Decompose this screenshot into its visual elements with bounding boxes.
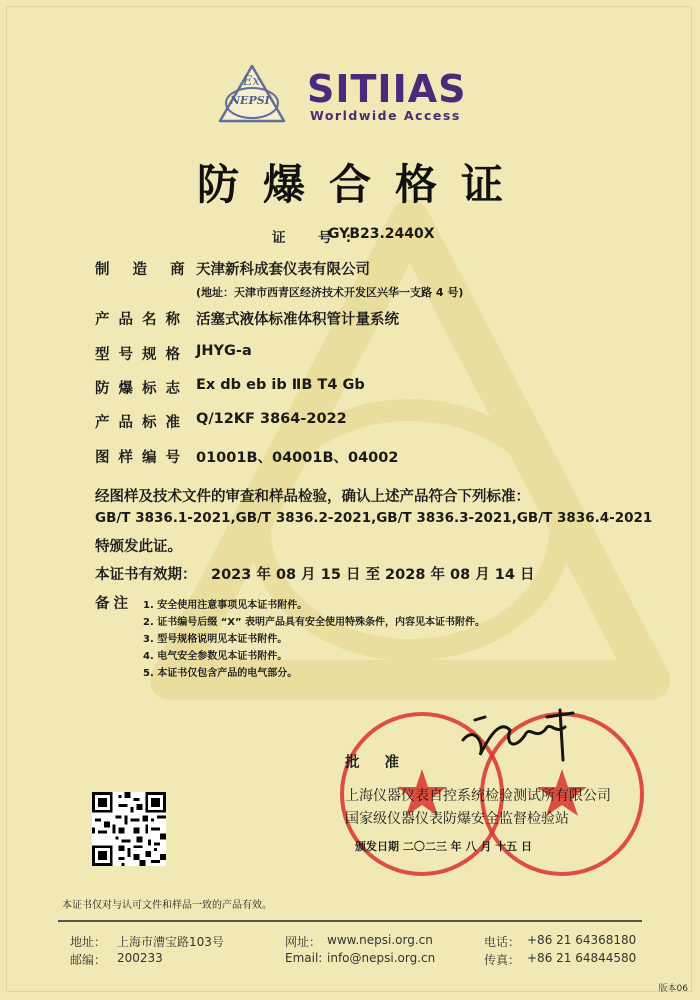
issuer-org-1: 上海仪器仪表自控系统检验测试所有限公司 — [345, 788, 611, 804]
page-title: 防爆合格证 — [196, 160, 527, 209]
note-item: 5. 本证书仅包含产品的电气部分。 — [143, 668, 298, 679]
footer-phone: +86 21 64368180 — [527, 933, 637, 947]
footer-fax-label: 传真： — [484, 953, 521, 967]
handwritten-signature — [455, 705, 585, 770]
validity-period: 2023 年 08 月 15 日 至 2028 年 08 月 14 日 — [211, 567, 535, 583]
cert-no-label: 证 号: — [272, 230, 366, 246]
field-label-product-name: 产品名称 — [95, 312, 189, 328]
notes-label: 备注 — [95, 596, 132, 612]
footer-website: www.nepsi.org.cn — [327, 933, 433, 947]
field-value-manufacturer: 天津新科成套仪表有限公司 — [196, 262, 370, 278]
field-label-standard: 产品标准 — [95, 415, 189, 431]
logo-ex-text: Ex — [243, 74, 260, 89]
footer-postcode: 200233 — [117, 951, 163, 965]
field-value-standard: Q/12KF 3864-2022 — [196, 411, 347, 427]
footer-phone-label: 电话： — [484, 935, 521, 949]
note-item: 3. 型号规格说明见本证书附件。 — [143, 634, 288, 645]
footer-website-label: 网址： — [285, 935, 322, 949]
qr-code — [92, 792, 166, 866]
field-label-model: 型号规格 — [95, 347, 189, 363]
note-item: 4. 电气安全参数见本证书附件。 — [143, 651, 288, 662]
footer-email-label: Email: — [285, 951, 323, 965]
footer-address-label: 地址： — [70, 935, 107, 949]
cert-no-value: GYB23.2440X — [328, 226, 435, 242]
version-label: 版本06 — [658, 984, 688, 994]
field-value-product-name: 活塞式液体标准体积管计量系统 — [196, 312, 399, 328]
field-label-ex-marking: 防爆标志 — [95, 381, 189, 397]
field-value-model: JHYG-a — [196, 343, 252, 359]
sitias-brand-logo — [307, 67, 466, 111]
note-item: 2. 证书编号后缀 “X” 表明产品具有安全使用特殊条件，内容见本证书附件。 — [143, 617, 486, 628]
disclaimer: 本证书仅对与认可文件和样品一致的产品有效。 — [62, 900, 272, 911]
issue-date: 颁发日期 二〇二三 年 八 月 十五 日 — [355, 840, 532, 853]
statement-standards: GB/T 3836.1-2021,GB/T 3836.2-2021,GB/T 3836.3-2021,GB/T 3836.4-2021 — [95, 510, 653, 526]
brand-tagline: Worldwide Access — [310, 108, 461, 123]
footer-address: 上海市漕宝路103号 — [117, 935, 224, 949]
validity-label: 本证书有效期： — [95, 567, 197, 583]
field-value-drawing-no: 01001B、04001B、04002 — [196, 450, 399, 466]
footer-divider — [58, 920, 642, 922]
manufacturer-address: (地址：天津市西青区经济技术开发区兴华一支路 4 号) — [196, 286, 464, 299]
field-value-ex-marking: Ex db eb ib ⅡB T4 Gb — [196, 377, 365, 393]
footer-email: info@nepsi.org.cn — [327, 951, 436, 965]
approval-label: 批 准 — [345, 755, 410, 771]
note-item: 1. 安全使用注意事项见本证书附件。 — [143, 600, 308, 611]
footer-postcode-label: 邮编： — [70, 953, 107, 967]
statement-line-1: 经图样及技术文件的审查和样品检验，确认上述产品符合下列标准： — [95, 489, 530, 505]
issuer-org-2: 国家级仪器仪表防爆安全监督检验站 — [345, 811, 569, 827]
brand-text: SITIIAS — [307, 67, 467, 111]
logo-nepsi-text: NEPSI — [230, 94, 270, 107]
footer-fax: +86 21 64844580 — [527, 951, 637, 965]
field-label-drawing-no: 图样编号 — [95, 450, 189, 466]
statement-line-3: 特颁发此证。 — [95, 539, 182, 555]
field-label-manufacturer: 制 造 商 — [95, 262, 194, 278]
